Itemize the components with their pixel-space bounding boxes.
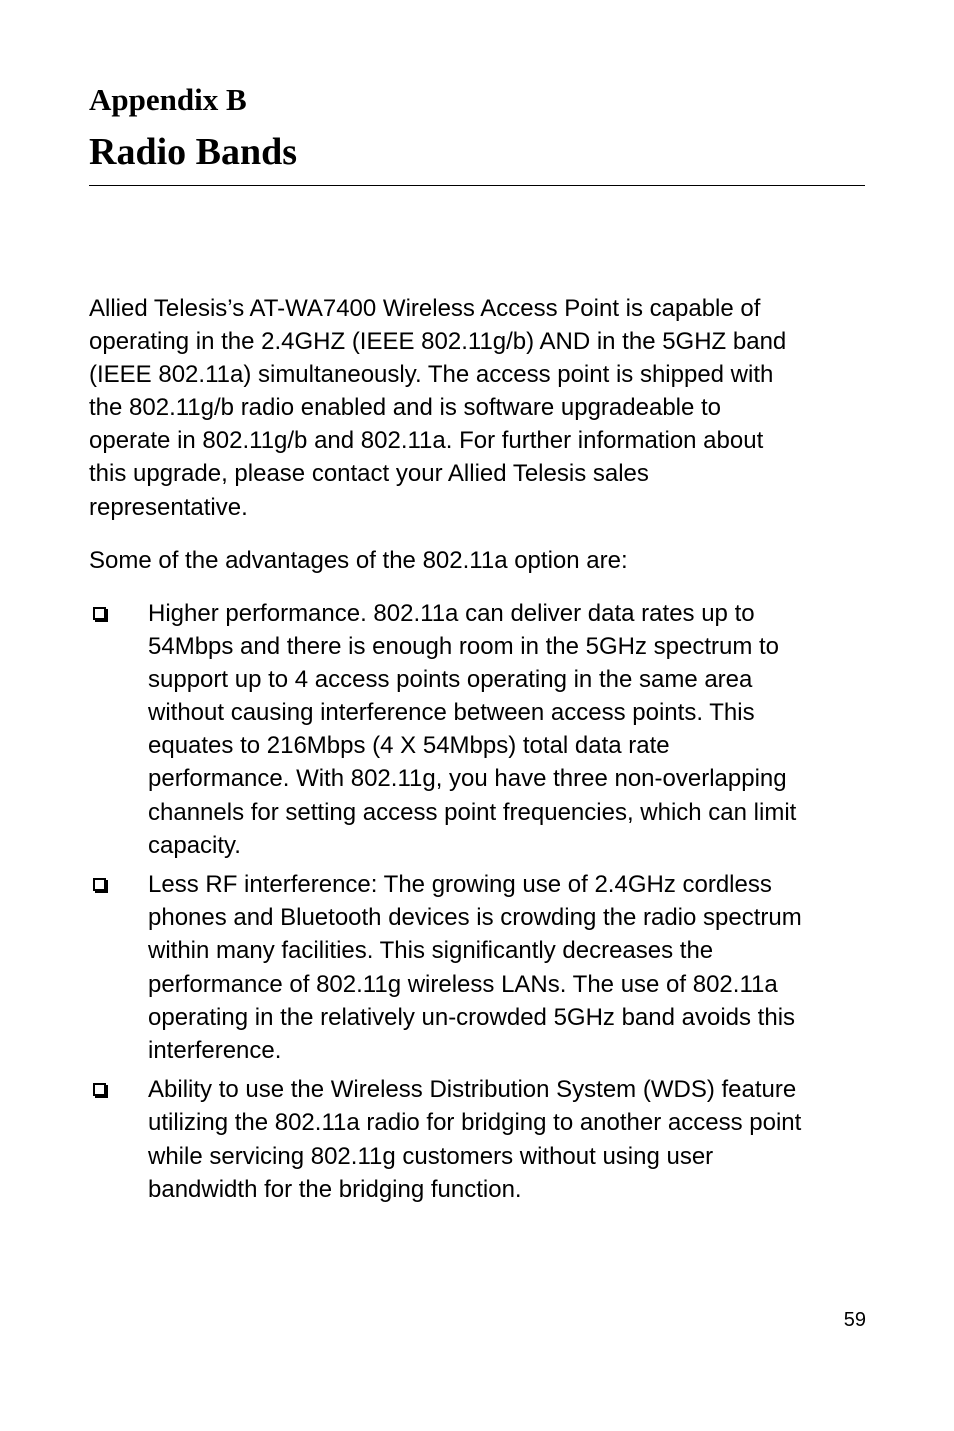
text-line: equates to 216Mbps (4 X 54Mbps) total data rate — [148, 732, 670, 760]
text-line: the 802.11g/b radio enabled and is software upgradeable to — [89, 394, 722, 422]
page-number: 59 — [843, 1309, 866, 1331]
list-item — [89, 597, 865, 862]
text-line: performance. With 802.11g, you have three non-overlapping — [148, 765, 787, 793]
text-line: operating in the relatively un-crowded 5GHz band avoids this — [148, 1003, 796, 1031]
appendix-label: Appendix B — [89, 82, 247, 117]
text-line: phones and Bluetooth devices is crowding the radio spectrum — [148, 904, 802, 932]
text-line: within many facilities. This significantly decreases the — [148, 937, 714, 965]
text-line: bandwidth for the bridging function. — [148, 1175, 522, 1203]
advantages-lead — [89, 544, 865, 577]
text-line: operate in 802.11g/b and 802.11a. For further information about — [89, 427, 764, 455]
text-line: operating in the 2.4GHZ (IEEE 802.11g/b) AND in the 5GHZ band — [89, 328, 787, 356]
text-line: while servicing 802.11g customers without using user — [148, 1142, 714, 1170]
text-line: channels for setting access point frequencies, which can limit — [148, 798, 797, 826]
text-line: Some of the advantages of the 802.11a option are: — [89, 547, 628, 574]
text-line: representative. — [89, 493, 248, 521]
text-line: 54Mbps and there is enough room in the 5GHz spectrum to — [148, 633, 780, 661]
intro-paragraph — [89, 292, 865, 524]
text-line: performance of 802.11g wireless LANs. The use of 802.11a — [148, 970, 778, 998]
advantages-list — [89, 597, 865, 1206]
text-line: utilizing the 802.11a radio for bridging to another access point — [148, 1109, 802, 1137]
chapter-title: Radio Bands — [89, 131, 298, 173]
text-line: interference. — [148, 1036, 282, 1064]
text-line: (IEEE 802.11a) simultaneously. The access point is shipped with — [89, 361, 774, 389]
title-divider — [89, 185, 865, 186]
text-line: Higher performance. 802.11a can deliver data rates up to — [148, 600, 755, 627]
text-line: capacity. — [148, 831, 241, 859]
checkbox-bullet-icon — [93, 607, 106, 620]
text-line: without causing interference between access points. This — [148, 699, 755, 727]
text-line: Less RF interference: The growing use of 2.4GHz cordless — [148, 871, 772, 899]
text-line: this upgrade, please contact your Allied Telesis sales — [89, 460, 649, 488]
text-line: Ability to use the Wireless Distribution System (WDS) feature — [148, 1076, 797, 1104]
text-line: Allied Telesis’s AT-WA7400 Wireless Access Point is capable of — [89, 295, 761, 322]
list-item — [89, 868, 865, 1067]
text-line: support up to 4 access points operating in the same area — [148, 666, 753, 694]
list-item — [89, 1073, 865, 1205]
checkbox-bullet-icon — [93, 878, 106, 891]
checkbox-bullet-icon — [93, 1083, 106, 1096]
